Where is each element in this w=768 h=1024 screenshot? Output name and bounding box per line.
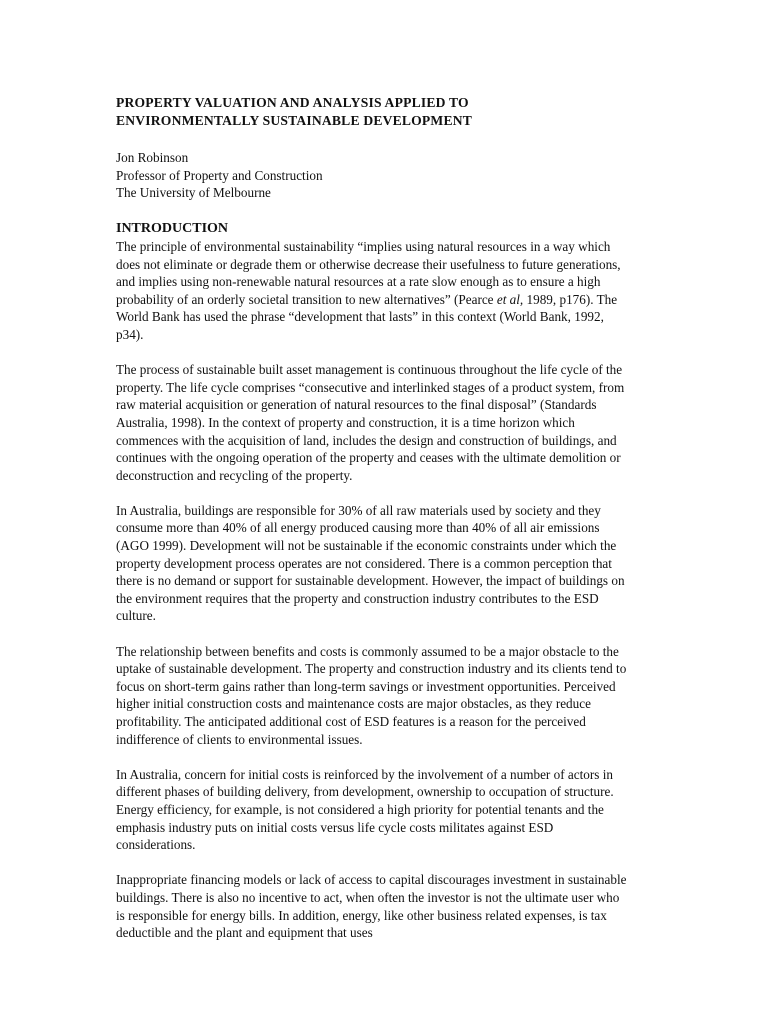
paragraph-4: The relationship between benefits and costs is commonly assumed to be a major obstacle to the uptake of sustainable development. The property and construction industry and its clients tend to focus on short-term gains rather than long-term savings or investment opportunities. Perceived higher initial construction costs and maintenance costs are major obstacles, as they reduce profitability. The anticipated additional cost of ESD features is a reason for the perceived indifference of clients to environmental issues.: [116, 643, 627, 747]
author-block: [116, 149, 628, 202]
paragraph-1-part-a: The principle of environmental sustainability “implies using natural resources in a way which does not eliminate or degrade them or otherwise decrease their usefulness to future generations, and implies using non-renewable natural resources at a rate slow enough as to ensure a high probability of an orderly societal transition to new alternatives” (Pearce: [116, 238, 621, 307]
paragraph-5: In Australia, concern for initial costs is reinforced by the involvement of a number of actors in different phases of building delivery, from development, ownership to occupation of structure. Energy efficiency, for example, is not considered a high priority for potential tenants and the emphasis industry puts on initial costs versus life cycle costs militates against ESD considerations.: [116, 766, 614, 853]
author-role: Professor of Property and Construction: [116, 167, 323, 183]
document-title: [116, 94, 628, 129]
paragraph-1-part-b: 1989, p176). The World Bank has used the phrase “development that lasts” in this context (World Bank, 1992, p34).: [116, 291, 618, 342]
document-page: [116, 94, 628, 959]
title-line-1: PROPERTY VALUATION AND ANALYSIS APPLIED TO: [116, 95, 469, 110]
paragraph-3: In Australia, buildings are responsible for 30% of all raw materials used by society and they consume more than 40% of all energy produced causing more than 40% of all air emissions (AGO 1999). Development will not be sustainable if the economic constraints under which the property development process operates are not considered. There is a common perception that there is no demand or support for sustainable development. However, the impact of buildings on the environment requires that the property and construction industry contributes to the ESD culture.: [116, 502, 625, 624]
paragraph-6: Inappropriate financing models or lack of access to capital discourages investment in sustainable buildings. There is also no incentive to act, when often the investor is not the ultimate user who is responsible for energy bills. In addition, energy, like other business related expenses, is tax deductible and the plant and equipment that uses: [116, 872, 627, 941]
title-line-2: ENVIRONMENTALLY SUSTAINABLE DEVELOPMENT: [116, 112, 473, 128]
paragraph-1: [116, 238, 628, 344]
paragraph-1-italic: et al,: [496, 291, 524, 307]
author-name: Jon Robinson: [116, 150, 189, 166]
paragraph-2: The process of sustainable built asset management is continuous throughout the life cycle of the property. The life cycle comprises “consecutive and interlinked stages of a product system, from raw material acquisition or generation of natural resources to the final disposal” (Standards Australia, 1998). In the context of property and construction, it is a time horizon which commences with the acquisition of land, includes the design and construction of buildings, and continues with the ongoing operation of the property and ceases with the ultimate demolition or deconstruction and recycling of the property.: [116, 362, 625, 483]
author-institution: The University of Melbourne: [116, 185, 271, 201]
section-heading: INTRODUCTION: [116, 220, 229, 236]
